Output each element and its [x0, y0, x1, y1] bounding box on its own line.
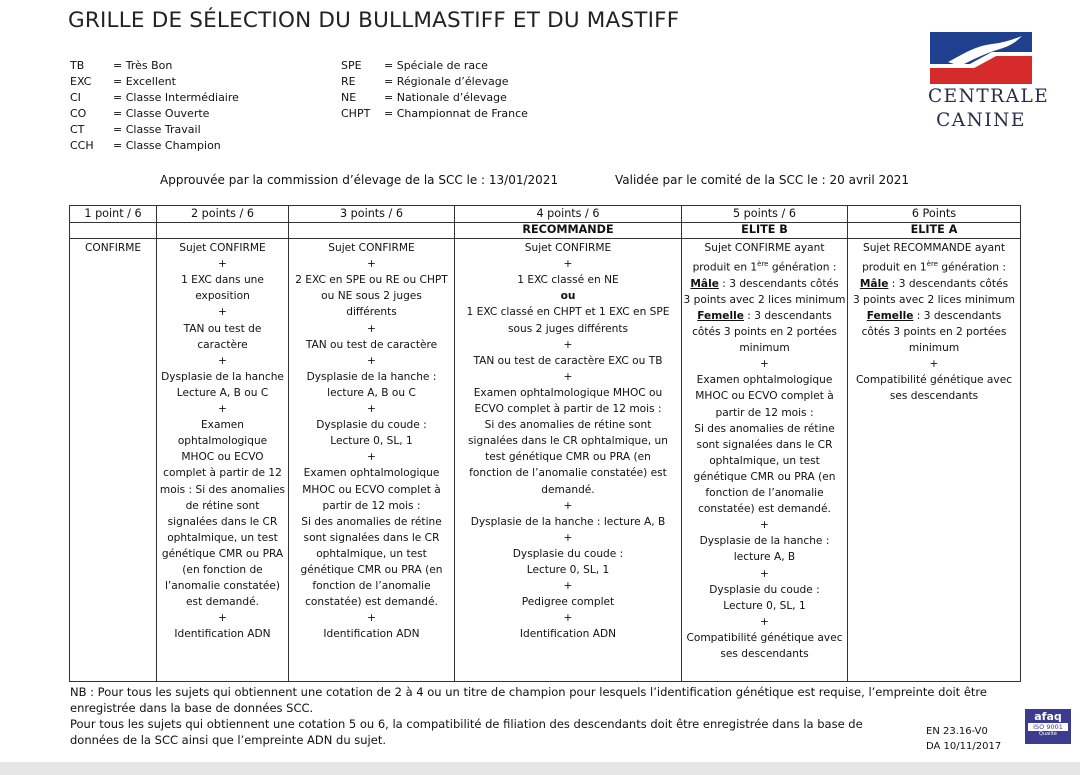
female-label: Femelle: [697, 310, 744, 322]
criteria-line: constatée) est demandé.: [305, 596, 438, 609]
female-text: : 3 descendants: [913, 310, 1002, 322]
logo-text-centrale: CENTRALE: [928, 86, 1050, 107]
legend-abbr: CHPT: [341, 107, 371, 120]
criteria-row: [70, 239, 1021, 682]
afaq-iso: ISO 9001: [1028, 723, 1068, 731]
legend-abbr: CCH: [70, 139, 94, 152]
intro-line: produit en 1ère génération :: [692, 260, 837, 274]
female-line-2: côtés 3 points en 2 portées: [692, 326, 837, 339]
legend-meaning: = Très Bon: [113, 59, 173, 72]
criteria-line: Examen ophtalmologique MHOC ou: [473, 386, 663, 399]
criteria-line: Dysplasie du coude :: [709, 583, 820, 596]
plus-separator: +: [760, 519, 769, 532]
plus-separator: +: [563, 580, 573, 593]
points-header-row: [70, 206, 1021, 223]
criteria-line: sont signalées dans le CR: [303, 531, 440, 544]
header-1-point: 1 point / 6: [70, 206, 157, 223]
header-3-points: 3 points / 6: [289, 206, 455, 223]
titles-header-row: [70, 223, 1021, 239]
male-label: Mâle: [859, 277, 889, 290]
criteria-line: génétique CMR ou PRA (en: [693, 470, 836, 483]
selection-grid-table: [69, 205, 1021, 682]
criteria-line: 2 EXC en SPE ou RE ou CHPT: [295, 274, 448, 287]
plus-separator: +: [929, 358, 939, 371]
legend-entry: [341, 58, 528, 74]
plus-separator: +: [218, 354, 227, 367]
reference-code: EN 23.16-V0: [926, 726, 988, 737]
footnote-line-4: données de la SCC ainsi que l’empreinte ADN du sujet.: [70, 733, 386, 747]
header-6-points: 6 Points: [848, 206, 1021, 223]
criteria-col-3: [289, 239, 455, 682]
legend-meaning: = Régionale d’élevage: [384, 75, 509, 88]
legend-meaning: = Excellent: [113, 75, 176, 88]
criteria-line: 1 EXC classé en NE: [517, 274, 619, 287]
male-line: [683, 276, 846, 292]
legend-entry: [70, 122, 239, 138]
criteria-line: sont signalées dans le CR: [696, 438, 833, 451]
criteria-line: Identification ADN: [174, 628, 271, 641]
header-4-points: 4 points / 6: [455, 206, 682, 223]
criteria-line: Sujet CONFIRME: [179, 242, 266, 255]
criteria-line: ophtalmique, un test: [167, 531, 278, 544]
criteria-line: ophtalmique, un test: [316, 547, 427, 560]
criteria-line: ses descendants: [889, 390, 979, 403]
criteria-line: de rétine sont: [185, 499, 260, 512]
plus-separator: +: [563, 531, 573, 544]
criteria-line: Dysplasie de la hanche: [161, 370, 284, 383]
criteria-line: mois : Si des anomalies: [159, 483, 286, 496]
plus-separator: +: [563, 338, 573, 351]
female-line: [849, 308, 1019, 324]
legend-entry: [70, 106, 239, 122]
legend-meaning: = Classe Travail: [113, 123, 201, 136]
plus-separator: +: [367, 403, 376, 416]
criteria-line: exposition: [195, 290, 250, 303]
criteria-col-4: [455, 239, 682, 682]
criteria-line: 1 EXC classé en CHPT et 1 EXC en SPE: [466, 306, 670, 319]
afaq-name: afaq: [1034, 710, 1062, 723]
footnote-line-3: Pour tous les sujets qui obtiennent une cotation 5 ou 6, la compatibilité de filiation des descendants doit être enregistrée dans la base de: [70, 717, 863, 731]
intro-line: Sujet CONFIRME ayant: [704, 242, 825, 255]
criteria-line: Compatibilité génétique avec: [686, 631, 843, 644]
criteria-line: génétique CMR ou PRA: [161, 547, 284, 560]
criteria-line: Dysplasie du coude :: [316, 419, 427, 432]
plus-separator: +: [563, 612, 573, 625]
centrale-canine-logo: [928, 32, 1050, 134]
criteria-line: caractère: [197, 338, 248, 351]
criteria-line: test génétique CMR ou PRA (en: [485, 451, 651, 464]
criteria-line: lecture A, B: [733, 551, 796, 564]
plus-separator: +: [218, 612, 227, 625]
footnote: [70, 684, 1030, 748]
criteria-line: Lecture 0, SL, 1: [526, 563, 610, 576]
female-line: [683, 308, 846, 324]
legend-meaning: = Spéciale de race: [384, 59, 488, 72]
criteria-line: TAN ou test de caractère: [305, 338, 438, 351]
legend-entry: [341, 106, 528, 122]
document-reference: [926, 724, 1001, 754]
plus-separator: +: [218, 258, 227, 271]
legend-entry: [341, 74, 528, 90]
criteria-line: MHOC ou ECVO complet à: [302, 483, 441, 496]
criteria-line: Lecture 0, SL, 1: [330, 435, 413, 448]
plus-separator: +: [367, 258, 376, 271]
plus-separator: +: [760, 615, 769, 628]
plus-separator: +: [563, 499, 573, 512]
male-line-2: 3 points avec 2 lices minimum: [853, 293, 1015, 306]
criteria-line: demandé.: [541, 483, 595, 496]
plus-separator: +: [367, 451, 376, 464]
criteria-line: Lecture 0, SL, 1: [723, 599, 806, 612]
female-text: : 3 descendants: [743, 310, 832, 322]
criteria-line: partir de 12 mois :: [322, 499, 421, 512]
criteria-line: signalées dans le CR ophtalmique, un: [468, 435, 668, 448]
legend-entry: [70, 90, 239, 106]
legend-entry: [341, 90, 528, 106]
female-line-3: minimum: [739, 342, 790, 355]
criteria-line: MHOC ou ECVO complet à: [695, 390, 834, 403]
criteria-line: Si des anomalies de rétine sont: [484, 419, 652, 432]
plus-separator: +: [760, 358, 769, 371]
legend-abbr: CT: [70, 123, 85, 136]
legend-meaning: = Classe Intermédiaire: [113, 91, 239, 104]
criteria-line: CONFIRME: [84, 242, 142, 255]
criteria-line: est demandé.: [186, 596, 259, 609]
criteria-line: MHOC ou ECVO: [181, 451, 264, 464]
page-title: GRILLE DE SÉLECTION DU BULLMASTIFF ET DU MASTIFF: [68, 8, 680, 33]
intro-line: Sujet RECOMMANDE ayant: [862, 242, 1005, 255]
criteria-line: ophtalmique, un test: [709, 454, 820, 467]
legend-meaning: = Championnat de France: [384, 107, 528, 120]
legend-right: [341, 58, 528, 122]
plus-separator: +: [218, 306, 227, 319]
criteria-line: Examen ophtalmologique: [696, 374, 833, 387]
legend-entry: [70, 74, 239, 90]
title-cell-2: [157, 223, 289, 239]
logo-text-canine: CANINE: [936, 110, 1026, 131]
legend-abbr: RE: [341, 75, 356, 88]
criteria-line: TAN ou test de caractère EXC ou TB: [473, 354, 663, 367]
title-cell-1: [70, 223, 157, 239]
plus-separator: +: [563, 258, 573, 271]
legend-abbr: NE: [341, 91, 357, 104]
criteria-line: ECVO complet à partir de 12 mois :: [474, 403, 662, 416]
criteria-line: Dysplasie de la hanche :: [699, 535, 830, 548]
criteria-line: Dysplasie du coude :: [512, 547, 624, 560]
title-elite-b: ELITE B: [682, 223, 848, 239]
criteria-line: complet à partir de 12: [163, 467, 282, 480]
legend-abbr: TB: [70, 59, 85, 72]
title-recommande: RECOMMANDE: [455, 223, 682, 239]
criteria-line: (en fonction de: [182, 563, 263, 576]
criteria-col-1: [70, 239, 157, 682]
male-text: : 3 descendants côtés: [888, 277, 1009, 290]
dog-emblem-icon: [930, 32, 1032, 84]
criteria-line: Dysplasie de la hanche :: [306, 370, 437, 383]
header-5-points: 5 points / 6: [682, 206, 848, 223]
title-cell-3: [289, 223, 455, 239]
criteria-col-6: [848, 239, 1021, 682]
criteria-line: Sujet CONFIRME: [524, 242, 612, 255]
reference-date: DA 10/11/2017: [926, 741, 1002, 752]
criteria-line: Dysplasie de la hanche : lecture A, B: [470, 515, 666, 528]
legend-abbr: SPE: [341, 59, 362, 72]
male-text: : 3 descendants côtés: [718, 277, 839, 290]
plus-separator: +: [563, 370, 573, 383]
criteria-line: fonction de l’anomalie: [705, 487, 824, 500]
plus-separator: +: [218, 403, 227, 416]
legend-abbr: CI: [70, 91, 81, 104]
criteria-line: ophtalmologique: [177, 435, 268, 448]
criteria-line: Examen: [200, 419, 244, 432]
criteria-line: génétique CMR ou PRA (en: [300, 563, 443, 576]
legend-entry: [70, 58, 239, 74]
criteria-line: sous 2 juges différents: [507, 322, 628, 335]
footnote-line-2: enregistrée dans la base de données SCC.: [70, 701, 314, 715]
male-label: Mâle: [690, 277, 719, 290]
intro-line: produit en 1ère génération :: [862, 260, 1006, 274]
criteria-line: l’anomalie constatée): [164, 580, 281, 593]
legend-left: [70, 58, 239, 154]
legend-meaning: = Classe Ouverte: [113, 107, 210, 120]
criteria-line: Lecture A, B ou C: [176, 386, 269, 399]
header-2-points: 2 points / 6: [157, 206, 289, 223]
title-elite-a: ELITE A: [848, 223, 1021, 239]
criteria-line: Pedigree complet: [521, 596, 615, 609]
footnote-line-1: NB : Pour tous les sujets qui obtiennent une cotation de 2 à 4 ou un titre de champion pour lesquels l’identification génétique est requise, l’empreinte doit être: [70, 685, 987, 699]
female-line-3: minimum: [908, 342, 960, 355]
criteria-line: TAN ou test de: [183, 322, 262, 335]
plus-separator: +: [760, 567, 769, 580]
criteria-line: Sujet CONFIRME: [328, 242, 415, 255]
criteria-col-2: [157, 239, 289, 682]
criteria-line: Examen ophtalmologique: [303, 467, 440, 480]
afaq-certification-logo: [1025, 709, 1071, 744]
criteria-line: lecture A, B ou C: [327, 386, 416, 399]
criteria-line: partir de 12 mois :: [715, 406, 814, 419]
male-line-2: 3 points avec 2 lices minimum: [683, 293, 846, 306]
approval-date: Approuvée par la commission d’élevage de la SCC le : 13/01/2021: [160, 173, 559, 187]
criteria-col-5-rest: [683, 356, 846, 662]
criteria-line: fonction de l’anomalie: [312, 580, 431, 593]
criteria-line: Compatibilité génétique avec: [855, 374, 1013, 387]
criteria-line: Si des anomalies de rétine: [301, 515, 442, 528]
legend-entry: [70, 138, 239, 154]
validation-date: Validée par le comité de la SCC le : 20 avril 2021: [615, 173, 909, 187]
criteria-col-5: [682, 239, 848, 682]
criteria-line: Identification ADN: [519, 628, 617, 641]
criteria-line: constatée) est demandé.: [698, 503, 831, 516]
legend-meaning: = Nationale d’élevage: [384, 91, 507, 104]
legend-meaning: = Classe Champion: [113, 139, 221, 152]
criteria-line: ses descendants: [720, 647, 809, 660]
criteria-line: différents: [346, 306, 397, 319]
plus-separator: +: [367, 322, 376, 335]
afaq-sub: Qualité: [1039, 731, 1057, 737]
plus-separator: +: [367, 354, 376, 367]
female-line-2: côtés 3 points en 2 portées: [861, 326, 1007, 339]
female-label: Femelle: [866, 310, 914, 322]
criteria-col-6-rest: [849, 356, 1019, 404]
criteria-line: fonction de l’anomalie constatée) est: [469, 467, 667, 480]
male-line: [849, 276, 1019, 292]
criteria-line: 1 EXC dans une: [181, 274, 264, 287]
criteria-line: ou NE sous 2 juges: [321, 290, 422, 303]
criteria-line: ou: [560, 290, 576, 303]
legend-abbr: CO: [70, 107, 87, 120]
legend-abbr: EXC: [70, 75, 92, 88]
criteria-line: Si des anomalies de rétine: [694, 422, 835, 435]
plus-separator: +: [367, 612, 376, 625]
criteria-line: Identification ADN: [323, 628, 420, 641]
criteria-line: signalées dans le CR: [167, 515, 278, 528]
